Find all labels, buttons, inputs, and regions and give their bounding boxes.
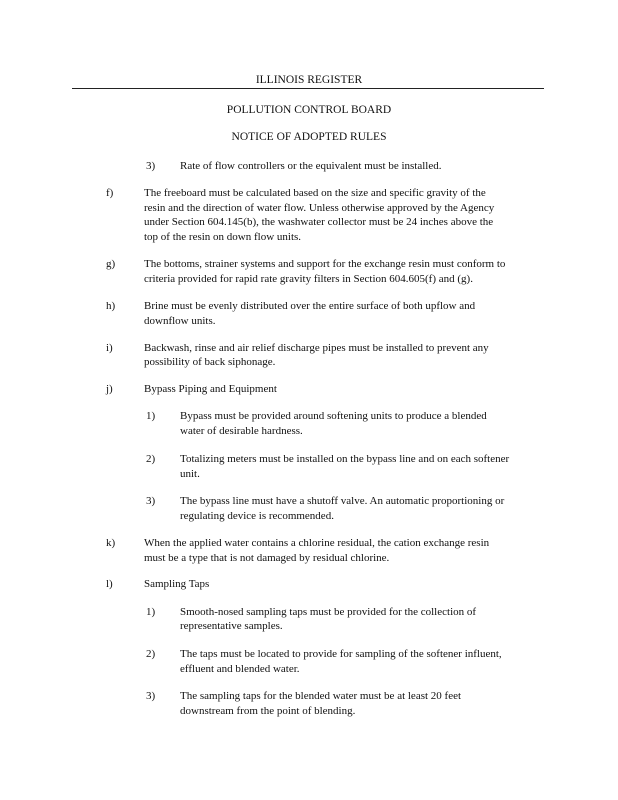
- item-line: criteria provided for rapid rate gravity filters in Section 604.605(f) and (g).: [144, 273, 473, 285]
- item-line: water of desirable hardness.: [180, 425, 303, 437]
- item-label: f): [106, 187, 114, 199]
- register-title: ILLINOIS REGISTER: [255, 74, 363, 86]
- item-line: resin and the direction of water flow. Unless otherwise approved by the Agency: [144, 202, 495, 214]
- item-label: 2): [146, 453, 156, 465]
- item-line: Bypass must be provided around softening units to produce a blended: [180, 410, 487, 422]
- item-line: The bypass line must have a shutoff valve. An automatic proportioning or: [180, 495, 505, 507]
- item-line: downstream from the point of blending.: [180, 705, 356, 717]
- item-line: effluent and blended water.: [180, 663, 300, 675]
- item-line: top of the resin on down flow units.: [144, 231, 302, 243]
- board-title: POLLUTION CONTROL BOARD: [226, 104, 392, 116]
- item-line: The bottoms, strainer systems and support for the exchange resin must conform to: [144, 258, 506, 270]
- item-line: Rate of flow controllers or the equivalent must be installed.: [180, 160, 442, 172]
- item-line: The taps must be located to provide for sampling of the softener influent,: [180, 648, 502, 660]
- item-label: j): [106, 383, 113, 395]
- item-line: Totalizing meters must be installed on the bypass line and on each softener: [180, 453, 510, 465]
- item-heading: Sampling Taps: [144, 578, 210, 590]
- item-label: i): [106, 342, 113, 354]
- item-label: 3): [146, 495, 156, 507]
- item-line: downflow units.: [144, 315, 216, 327]
- item-line: Backwash, rinse and air relief discharge pipes must be installed to prevent any: [144, 342, 489, 354]
- item-line: unit.: [180, 468, 200, 480]
- item-line: regulating device is recommended.: [180, 510, 334, 522]
- item-line: Brine must be evenly distributed over the entire surface of both upflow and: [144, 300, 476, 312]
- item-label: 3): [146, 160, 156, 172]
- item-label: 2): [146, 648, 156, 660]
- item-line: The freeboard must be calculated based on the size and specific gravity of the: [144, 187, 486, 199]
- item-line: When the applied water contains a chlorine residual, the cation exchange resin: [144, 537, 490, 549]
- notice-title: NOTICE OF ADOPTED RULES: [231, 131, 387, 143]
- item-line: under Section 604.145(b), the washwater collector must be 24 inches above the: [144, 216, 494, 228]
- item-line: representative samples.: [180, 620, 283, 632]
- item-line: Smooth-nosed sampling taps must be provided for the collection of: [180, 606, 477, 618]
- item-label: g): [106, 258, 116, 270]
- item-label: l): [106, 578, 113, 590]
- item-label: h): [106, 300, 116, 312]
- item-line: must be a type that is not damaged by residual chlorine.: [144, 552, 390, 564]
- item-label: 3): [146, 690, 156, 702]
- header-rule: [72, 88, 544, 89]
- item-heading: Bypass Piping and Equipment: [144, 383, 277, 395]
- item-label: 1): [146, 606, 156, 618]
- item-label: k): [106, 537, 116, 549]
- item-label: 1): [146, 410, 156, 422]
- item-line: The sampling taps for the blended water must be at least 20 feet: [180, 690, 462, 702]
- item-line: possibility of back siphonage.: [144, 356, 276, 368]
